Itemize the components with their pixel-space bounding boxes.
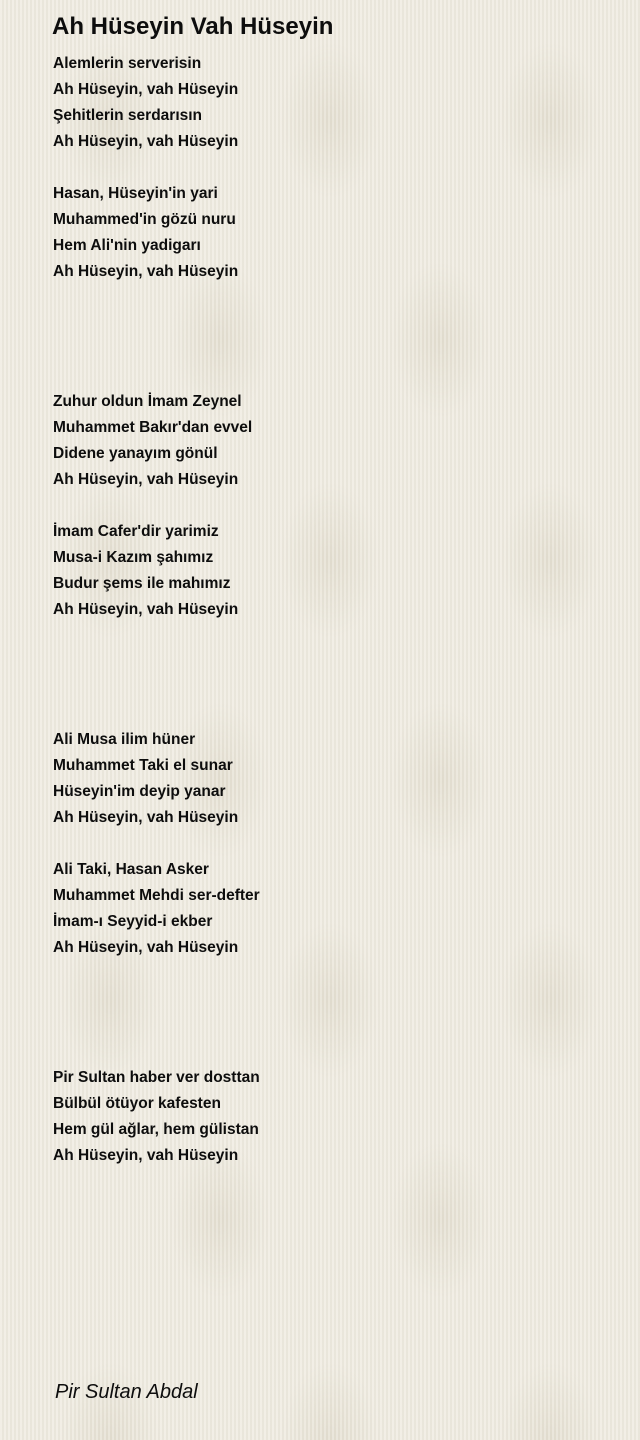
- poem-line: Musa-i Kazım şahımız: [53, 549, 214, 566]
- poem-line: Bülbül ötüyor kafesten: [53, 1095, 221, 1112]
- poem-line: Ah Hüseyin, vah Hüseyin: [53, 471, 239, 488]
- poem-line: Ah Hüseyin, vah Hüseyin: [53, 601, 239, 618]
- stanza-gap: [53, 155, 613, 181]
- section-gap: [53, 285, 613, 389]
- poem-line: Ah Hüseyin, vah Hüseyin: [53, 81, 239, 98]
- stanza-3: [53, 389, 613, 493]
- stanza-6: [53, 857, 613, 961]
- stanza-5: [53, 727, 613, 831]
- poem-line: Ah Hüseyin, vah Hüseyin: [53, 263, 239, 280]
- poem-line: Zuhur oldun İmam Zeynel: [53, 393, 242, 410]
- poem-line: Hem Ali'nin yadigarı: [53, 237, 201, 254]
- poem-line: Alemlerin serverisin: [53, 55, 202, 72]
- poem-line: Şehitlerin serdarısın: [53, 107, 203, 124]
- poem-line: Ah Hüseyin, vah Hüseyin: [53, 809, 239, 826]
- stanza-2: [53, 181, 613, 285]
- stanza-gap: [53, 493, 613, 519]
- stanza-gap: [53, 831, 613, 857]
- poem-line: Ali Musa ilim hüner: [53, 731, 196, 748]
- poem-line: Ah Hüseyin, vah Hüseyin: [53, 939, 239, 956]
- poem-author: Pir Sultan Abdal: [55, 1381, 198, 1403]
- poem-line: Budur şems ile mahımız: [53, 575, 231, 592]
- poem-line: Hasan, Hüseyin'in yari: [53, 185, 218, 202]
- poem-line: Ali Taki, Hasan Asker: [53, 861, 209, 878]
- poem-line: İmam Cafer'dir yarimiz: [53, 523, 219, 540]
- section-gap: [53, 623, 613, 727]
- poem-body: [53, 51, 613, 1169]
- poem-title: Ah Hüseyin Vah Hüseyin: [52, 13, 334, 40]
- poem-line: Ah Hüseyin, vah Hüseyin: [53, 1147, 239, 1164]
- poem-line: Ah Hüseyin, vah Hüseyin: [53, 133, 239, 150]
- poem-line: İmam-ı Seyyid-i ekber: [53, 913, 213, 930]
- poem-line: Hem gül ağlar, hem gülistan: [53, 1121, 259, 1138]
- poem-line: Muhammet Mehdi ser-defter: [53, 887, 260, 904]
- stanza-4: [53, 519, 613, 623]
- poem-line: Muhammed'in gözü nuru: [53, 211, 236, 228]
- section-gap: [53, 961, 613, 1065]
- poem-line: Hüseyin'im deyip yanar: [53, 783, 226, 800]
- poem-line: Muhammet Taki el sunar: [53, 757, 233, 774]
- poem-line: Pir Sultan haber ver dosttan: [53, 1069, 260, 1086]
- poem-line: Muhammet Bakır'dan evvel: [53, 419, 253, 436]
- stanza-7: [53, 1065, 613, 1169]
- stanza-1: [53, 51, 613, 155]
- poem-line: Didene yanayım gönül: [53, 445, 218, 462]
